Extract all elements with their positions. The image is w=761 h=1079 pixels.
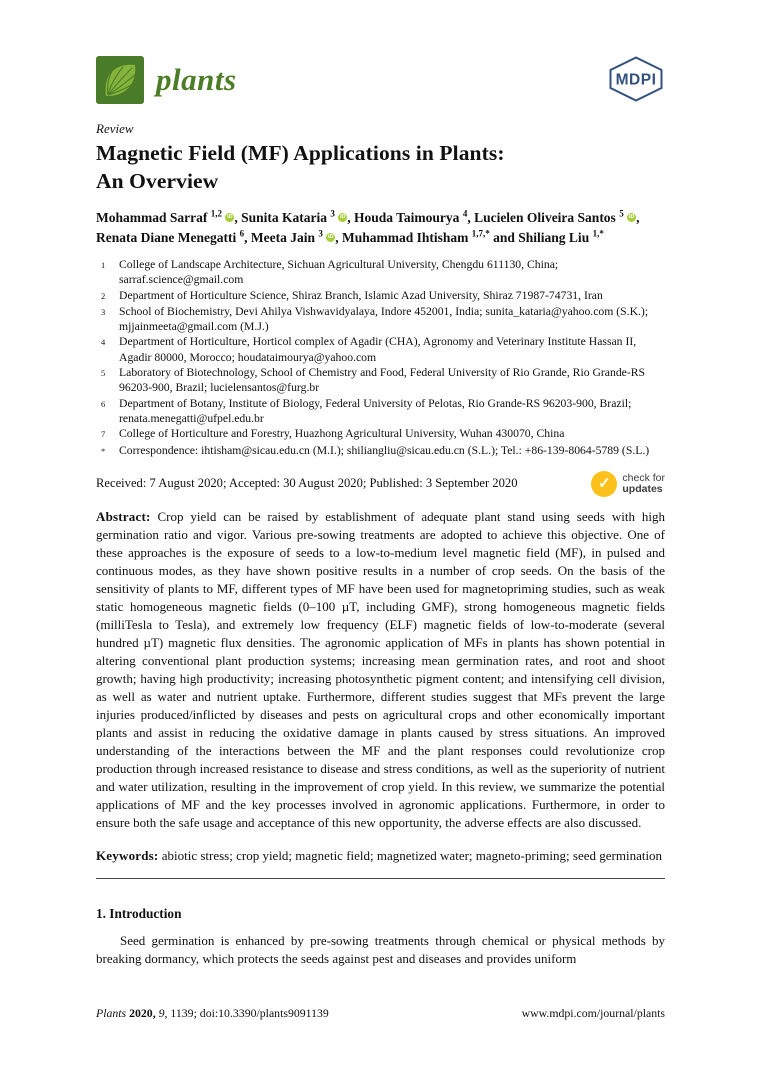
affiliation-row	[96, 334, 665, 365]
orcid-icon[interactable]: iD	[327, 234, 334, 240]
abstract-label: Abstract:	[96, 508, 151, 524]
affiliation-marker: 2	[101, 290, 106, 301]
page-header	[96, 0, 665, 104]
author-list: Mohammad Sarraf $^{1,2}$ iD , Sunita Kataria $^3$ iD , Houda Taimourya $^4$, Lucielen Oliveira Santos $^5$ iD , Renata Diane Menegatti $^6$, Meeta Jain $^3$ iD , Muhammad Ihtisham $^{1,7,*}$ and Shiliang Liu $^{1,*}$	[96, 208, 640, 245]
title-line-1: Magnetic Field (MF) Applications in Plants:	[96, 141, 505, 165]
page-title	[96, 140, 665, 195]
keywords	[96, 847, 665, 865]
mdpi-logo	[607, 56, 665, 102]
author: Shiliang Liu $^{1,*}$	[518, 228, 604, 245]
affiliation-marker: 1	[101, 260, 106, 270]
keywords-label: Keywords:	[96, 847, 159, 863]
check-updates-badge[interactable]	[591, 471, 665, 497]
article-type-label: Review	[96, 121, 134, 136]
dates-line: Received: 7 August 2020; Accepted: 30 August 2020; Published: 3 September 2020	[96, 476, 518, 491]
orcid-icon[interactable]: iD	[340, 214, 346, 220]
citation-pages: 1139; doi:10.3390/plants9091139	[170, 1006, 329, 1020]
affiliation-row	[96, 365, 665, 396]
author: Muhammad Ihtisham $^{1,7,*}$	[341, 228, 490, 245]
check-updates-label: check for updates	[622, 471, 665, 495]
affiliation-text: Department of Horticulture Science, Shiraz Branch, Islamic Azad University, Shiraz 71987-74731, Iran	[119, 288, 603, 302]
author: Sunita Kataria $^3$ iD	[241, 208, 346, 225]
author: Mohammad Sarraf $^{1,2}$ iD	[96, 208, 233, 225]
citation-journal: Plants	[96, 1006, 127, 1020]
affiliation-text: Department of Horticulture, Horticol complex of Agadir (CHA), Agronomy and Veterinary Institute Hassan II, Agadir 80000, Morocco; houdataimourya@yahoo.com	[119, 335, 637, 364]
affiliation-text: College of Horticulture and Forestry, Huazhong Agricultural University, Wuhan 430070, China	[119, 427, 565, 441]
affiliation-marker: *	[101, 445, 106, 456]
affiliation-row	[96, 443, 665, 459]
affiliation-marker: 6	[101, 398, 106, 409]
author: Meeta Jain $^3$ iD	[250, 228, 334, 245]
journal-name: plants	[156, 62, 237, 97]
affiliation-text: Laboratory of Biotechnology, School of Chemistry and Food, Federal University of Rio Grande, Rio Grande-RS 96203-900, Brazil; lucielensantos@furg.br	[119, 366, 646, 395]
intro-paragraph: Seed germination is enhanced by pre-sowing treatments through chemical or physical methods by breaking dormancy, which protects the seeds against pest and diseases and provides uniform	[96, 932, 665, 966]
affiliation-row	[96, 257, 665, 288]
citation	[96, 1006, 329, 1021]
affiliation-row	[96, 304, 665, 335]
author: Houda Taimourya $^4$	[354, 208, 468, 225]
check-icon: ✓	[591, 471, 617, 497]
affiliation-text: College of Landscape Architecture, Sichuan Agricultural University, Chengdu 611130, China; sarraf.science@gmail.com	[119, 258, 559, 287]
plants-leaf-icon	[96, 56, 144, 104]
svg-text:MDPI: MDPI	[615, 71, 657, 89]
section-divider	[96, 878, 665, 879]
affiliation-text: Department of Botany, Institute of Biology, Federal University of Pelotas, Rio Grande-RS 96203-900, Brazil; renata.menegatti@ufpel.edu.br	[119, 396, 632, 425]
abstract-text: Crop yield can be raised by establishment of adequate plant stand using seeds with high germination ratio and vigor. Various pre-sowing treatments are adopted to achieve this objective. One of these approaches is the exposure of seeds to a low-to-medium level magnetic field (MF), in pulsed and continuous modes, as they have shown positive results in a number of crop seeds. On the basis of the sensitivity of plants to MF, different types of MF have been used for magnetopriming studies, such as weak static homogeneous magnetic fields (0–100 µT, including GMF), strong homogeneous magnetic fields (milliTesla to Tesla), and extremely low frequency (ELF) magnetic fields of low-to-moderate (several hundred µT) magnetic flux densities. The agronomic application of MFs in plants has shown potential in altering conventional plant production systems; increasing mean germination rates, and root and shoot growth; having high productivity; increasing photosynthetic pigment content; and intensifying cell division, as well as water and nutrient uptake. Furthermore, different studies suggest that MFs prevent the large injuries produced/inflicted by diseases and pests on agricultural crops and other economically important plants and assist in reducing the oxidative damage in plants caused by stress situations. An improved understanding of the interactions between the MF and the plant responses could revolutionize crop production through increased resistance to disease and stress conditions, as well as the superiority of nutrient and water utilization, resulting in the improvement of crop yield. In this review, we summarize the potential applications of MF and the key processes involved in agronomic applications. Furthermore, in order to ensure both the safe usage and acceptance of this new opportunity, the adverse effects are also discussed.	[96, 508, 666, 830]
orcid-icon[interactable]: iD	[227, 214, 233, 220]
orcid-icon[interactable]: iD	[628, 214, 635, 220]
affiliation-marker: 7	[101, 429, 106, 440]
citation-year: 2020,	[129, 1006, 156, 1020]
intro-heading: 1. Introduction	[96, 905, 182, 921]
abstract	[96, 508, 665, 832]
affiliation-marker: 3	[101, 306, 106, 317]
keywords-text: abiotic stress; crop yield; magnetic field; magnetized water; magneto-priming; seed germination	[161, 847, 663, 863]
affiliation-row	[96, 426, 665, 442]
affiliation-text: School of Biochemistry, Devi Ahilya Vishwavidyalaya, Indore 452001, India; sunita_kataria@yahoo.com (S.K.); mjjainmeeta@gmail.com (M.J.)	[119, 304, 649, 334]
affiliation-row	[96, 396, 665, 427]
dates-row	[96, 471, 665, 497]
author: Renata Diane Menegatti $^6$	[96, 228, 245, 245]
affiliation-row	[96, 288, 665, 304]
author: Lucielen Oliveira Santos $^5$ iD	[474, 208, 635, 225]
affiliation-marker: 4	[101, 337, 106, 348]
journal-logo	[96, 56, 237, 104]
journal-url[interactable]: www.mdpi.com/journal/plants	[521, 1006, 665, 1020]
title-line-2: An Overview	[96, 168, 219, 193]
page-footer	[96, 1006, 665, 1021]
affiliation-list	[96, 257, 665, 459]
citation-volume: 9,	[158, 1006, 168, 1020]
affiliation-marker: 5	[101, 368, 106, 379]
affiliation-text: Correspondence: ihtisham@sicau.edu.cn (M.I.); shiliangliu@sicau.edu.cn (S.L.); Tel.: +86-139-8064-5789 (S.L.)	[119, 443, 650, 457]
